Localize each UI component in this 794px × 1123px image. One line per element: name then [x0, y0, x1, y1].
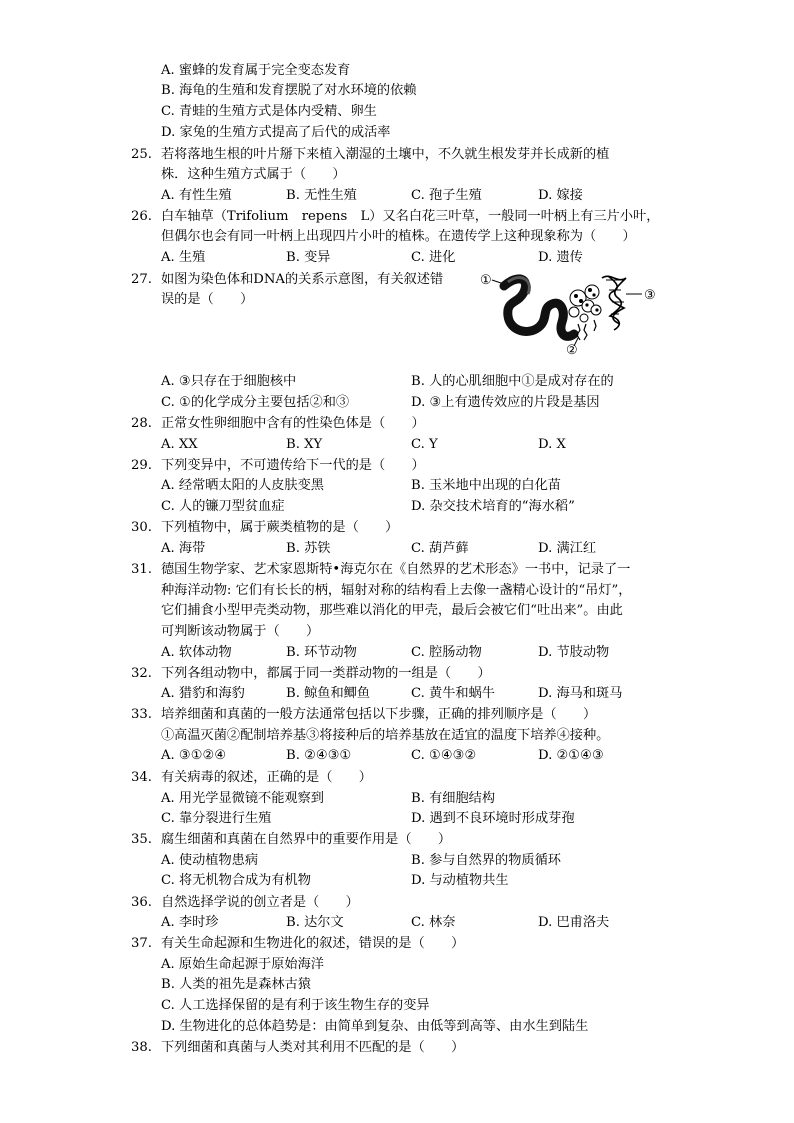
q34-option-a: A. 用光学显微镜不能观察到	[161, 791, 324, 806]
q38-stem: 下列细菌和真菌与人类对其利用不匹配的是（ ）	[161, 1040, 465, 1055]
q33-number: 33.	[131, 707, 152, 722]
q25-stem-line2: 株．这种生殖方式属于（ ）	[161, 167, 346, 182]
q33-option-a: A. ③①②④	[161, 748, 227, 763]
q24-option-a: A. 蜜蜂的发育属于完全变态发育	[161, 63, 351, 78]
q31-option-c: C. 腔肠动物	[411, 645, 482, 660]
q29-number: 29.	[131, 458, 152, 473]
label-1: ①	[480, 273, 492, 288]
q32-option-d: D. 海马和斑马	[538, 686, 623, 701]
q25-option-b: B. 无性生殖	[286, 188, 357, 203]
q29-option-c: C. 人的镰刀型贫血症	[161, 499, 285, 514]
q31-option-d: D. 节肢动物	[538, 645, 610, 660]
q31-option-a: A. 软体动物	[161, 645, 232, 660]
q34-option-b: B. 有细胞结构	[411, 791, 496, 806]
q25-option-a: A. 有性生殖	[161, 188, 232, 203]
q35-number: 35.	[131, 832, 152, 847]
q27-option-b: B. 人的心肌细胞中①是成对存在的	[411, 374, 614, 389]
q31-option-b: B. 环节动物	[286, 645, 357, 660]
q33-option-d: D. ②①④③	[538, 748, 604, 763]
q37-stem: 有关生命起源和生物进化的叙述，错误的是（ ）	[161, 936, 465, 951]
q36-option-b: B. 达尔文	[286, 915, 344, 930]
q27-option-a: A. ③只存在于细胞核中	[161, 374, 297, 389]
chromosome-dna-diagram	[478, 268, 660, 356]
q35-option-a: A. 使动植物患病	[161, 853, 259, 868]
q29-option-d: D. 杂交技术培育的“海水稻”	[411, 499, 575, 514]
q32-option-a: A. 猎豹和海豹	[161, 686, 245, 701]
q31-stem-line2: 种海洋动物: 它们有长长的柄，辐射对称的结构看上去像一盏精心设计的“吊灯”，	[161, 583, 632, 598]
q37-option-a: A. 原始生命起源于原始海洋	[161, 957, 324, 972]
q36-stem: 自然选择学说的创立者是（ ）	[161, 895, 359, 910]
q25-stem-line1: 若将落地生根的叶片掰下来植入潮湿的土壤中，不久就生根发芽并长成新的植	[161, 147, 610, 162]
q26-number: 26.	[131, 209, 152, 224]
q27-option-c: C. ①的化学成分主要包括②和③	[161, 395, 350, 410]
q31-stem-line1: 德国生物学家、艺术家恩斯特•海克尔在《自然界的艺术形态》一书中，记录了一	[161, 562, 631, 577]
q33-option-b: B. ②④③①	[286, 748, 352, 763]
q37-option-b: B. 人类的祖先是森林古猿	[161, 977, 311, 992]
q32-stem: 下列各组动物中，都属于同一类群动物的一组是（ ）	[161, 666, 491, 681]
q24-option-c: C. 青蛙的生殖方式是体内受精、卵生	[161, 104, 377, 119]
label-2: ②	[566, 343, 578, 356]
q30-option-c: C. 葫芦藓	[411, 541, 469, 556]
q35-option-d: D. 与动植物共生	[411, 873, 509, 888]
q37-number: 37.	[131, 936, 152, 951]
q33-stem-line1: 培养细菌和真菌的一般方法通常包括以下步骤，正确的排列顺序是（ ）	[161, 707, 597, 722]
q26-stem-line2: 但偶尔也会有同一叶柄上出现四片小叶的植株。在遗传学上这种现象称为（ ）	[161, 229, 636, 244]
q34-option-d: D. 遇到不良环境时形成芽孢	[411, 811, 575, 826]
q34-option-c: C. 靠分裂进行生殖	[161, 811, 272, 826]
protein-beads	[569, 285, 601, 322]
chromosome-shape	[504, 279, 574, 336]
q31-stem-line3: 它们捕食小型甲壳类动物，那些难以消化的甲壳，最后会被它们“吐出来”。由此	[161, 603, 623, 618]
q36-option-c: C. 林奈	[411, 915, 456, 930]
q30-number: 30.	[131, 520, 152, 535]
q34-stem: 有关病毒的叙述，正确的是（ ）	[161, 770, 372, 785]
q25-option-c: C. 孢子生殖	[411, 188, 482, 203]
q30-option-a: A. 海带	[161, 541, 206, 556]
q25-number: 25.	[131, 147, 152, 162]
q36-option-d: D. 巴甫洛夫	[538, 915, 610, 930]
q37-option-d: D. 生物进化的总体趋势是：由简单到复杂、由低等到高等、由水生到陆生	[161, 1019, 589, 1034]
q28-option-a: A. XX	[161, 437, 198, 452]
q26-option-d: D. 遗传	[538, 250, 583, 265]
q35-stem: 腐生细菌和真菌在自然界中的重要作用是（ ）	[161, 832, 452, 847]
q36-number: 36.	[131, 895, 152, 910]
q32-option-c: C. 黄牛和蜗牛	[411, 686, 495, 701]
q32-number: 32.	[131, 666, 152, 681]
q33-option-c: C. ①④③②	[411, 748, 477, 763]
q26-stem-line1: 白车轴草（Trifolium repens L）又名白花三叶草，一般同一叶柄上有三片小叶，	[161, 209, 660, 224]
q25-option-d: D. 嫁接	[538, 188, 583, 203]
q30-stem: 下列植物中，属于蕨类植物的是（ ）	[161, 520, 399, 535]
q30-option-b: B. 苏铁	[286, 541, 331, 556]
q28-option-c: C. Y	[411, 437, 438, 452]
q29-stem: 下列变异中，不可遗传给下一代的是（ ）	[161, 458, 425, 473]
q34-number: 34.	[131, 770, 152, 785]
q29-option-b: B. 玉米地中出现的白化苗	[411, 478, 561, 493]
q31-number: 31.	[131, 562, 152, 577]
dna-helix	[602, 276, 626, 330]
q38-number: 38.	[131, 1040, 152, 1055]
q27-option-d: D. ③上有遗传效应的片段是基因	[411, 395, 600, 410]
q26-option-a: A. 生殖	[161, 250, 206, 265]
label-3: ③	[644, 288, 656, 303]
q31-stem-line4: 可判断该动物属于（ ）	[161, 624, 320, 639]
q28-stem: 正常女性卵细胞中含有的性染色体是（ ）	[161, 416, 425, 431]
q28-option-d: D. X	[538, 437, 566, 452]
q27-stem-line1: 如图为染色体和DNA的关系示意图，有关叙述错	[161, 272, 444, 287]
q26-option-c: C. 进化	[411, 250, 456, 265]
q33-stem-line2: ①高温灭菌②配制培养基③将接种后的培养基放在适宜的温度下培养④接种。	[161, 728, 610, 743]
q35-option-c: C. 将无机物合成为有机物	[161, 873, 311, 888]
q32-option-b: B. 鲸鱼和鲫鱼	[286, 686, 371, 701]
q28-option-b: B. XY	[286, 437, 323, 452]
q27-stem-line2: 误的是（ ）	[161, 292, 254, 307]
q35-option-b: B. 参与自然界的物质循环	[411, 853, 561, 868]
q30-option-d: D. 满江红	[538, 541, 597, 556]
q29-option-a: A. 经常晒太阳的人皮肤变黑	[161, 478, 324, 493]
q24-option-d: D. 家兔的生殖方式提高了后代的成活率	[161, 125, 391, 140]
q37-option-c: C. 人工选择保留的是有利于该生物生存的变异	[161, 998, 430, 1013]
q27-number: 27.	[131, 272, 152, 287]
q24-option-b: B. 海龟的生殖和发育摆脱了对水环境的依赖	[161, 83, 417, 98]
q36-option-a: A. 李时珍	[161, 915, 219, 930]
q28-number: 28.	[131, 416, 152, 431]
q26-option-b: B. 变异	[286, 250, 331, 265]
